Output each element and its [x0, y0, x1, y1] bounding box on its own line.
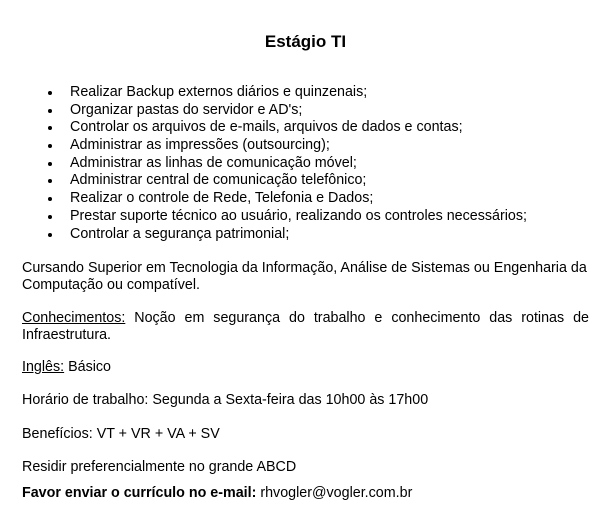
course-requirement: Cursando Superior em Tecnologia da Informação, Análise de Sistemas ou Engenharia da Computação ou compatível.	[22, 260, 587, 293]
knowledge-text: Noção em segurança do trabalho e conhecimento das rotinas de Infraestrutura.	[22, 310, 589, 343]
list-item	[22, 137, 589, 155]
list-item	[22, 208, 589, 226]
duty-text: Realizar o controle de Rede, Telefonia e Dados;	[70, 190, 374, 207]
bullet-icon	[48, 91, 52, 95]
bullet-icon	[48, 197, 52, 201]
bullet-icon	[48, 215, 52, 219]
bullet-icon	[48, 109, 52, 113]
bullet-icon	[48, 162, 52, 166]
list-item	[22, 84, 589, 102]
contact-line	[22, 485, 589, 502]
benefits: Benefícios: VT + VR + VA + SV	[22, 426, 220, 442]
knowledge-label: Conhecimentos:	[22, 310, 126, 326]
duty-text: Realizar Backup externos diários e quinzenais;	[70, 84, 368, 100]
bullet-icon	[48, 144, 52, 148]
english-label: Inglês:	[22, 359, 65, 375]
bullet-icon	[48, 233, 52, 237]
list-item	[22, 190, 589, 208]
contact-label: Favor enviar o currículo no e-mail:	[22, 485, 257, 501]
duty-text: Controlar os arquivos de e-mails, arquivos de dados e contas;	[70, 119, 463, 136]
duty-text: Administrar as linhas de comunicação móvel;	[70, 154, 357, 171]
list-item	[22, 172, 589, 190]
duty-text: Prestar suporte técnico ao usuário, realizando os controles necessários;	[70, 207, 527, 224]
list-item	[22, 155, 589, 173]
list-item	[22, 102, 589, 120]
bullet-icon	[48, 179, 52, 183]
bullet-icon	[48, 126, 52, 130]
english-requirement	[22, 359, 589, 376]
english-text: Básico	[64, 359, 112, 375]
residence-requirement: Residir preferencialmente no grande ABCD	[22, 459, 297, 475]
contact-email: rhvogler@vogler.com.br	[256, 485, 413, 501]
duty-text: Organizar pastas do servidor e AD's;	[70, 101, 303, 118]
duties-list	[22, 84, 589, 243]
page-title: Estágio TI	[264, 32, 347, 51]
list-item	[22, 119, 589, 137]
work-hours: Horário de trabalho: Segunda a Sexta-feira das 10h00 às 17h00	[22, 392, 429, 408]
knowledge-requirement	[22, 310, 589, 344]
duty-text: Controlar a segurança patrimonial;	[70, 225, 290, 242]
list-item	[22, 226, 589, 244]
duty-text: Administrar central de comunicação telefônico;	[70, 172, 367, 189]
duty-text: Administrar as impressões (outsourcing);	[70, 137, 330, 154]
